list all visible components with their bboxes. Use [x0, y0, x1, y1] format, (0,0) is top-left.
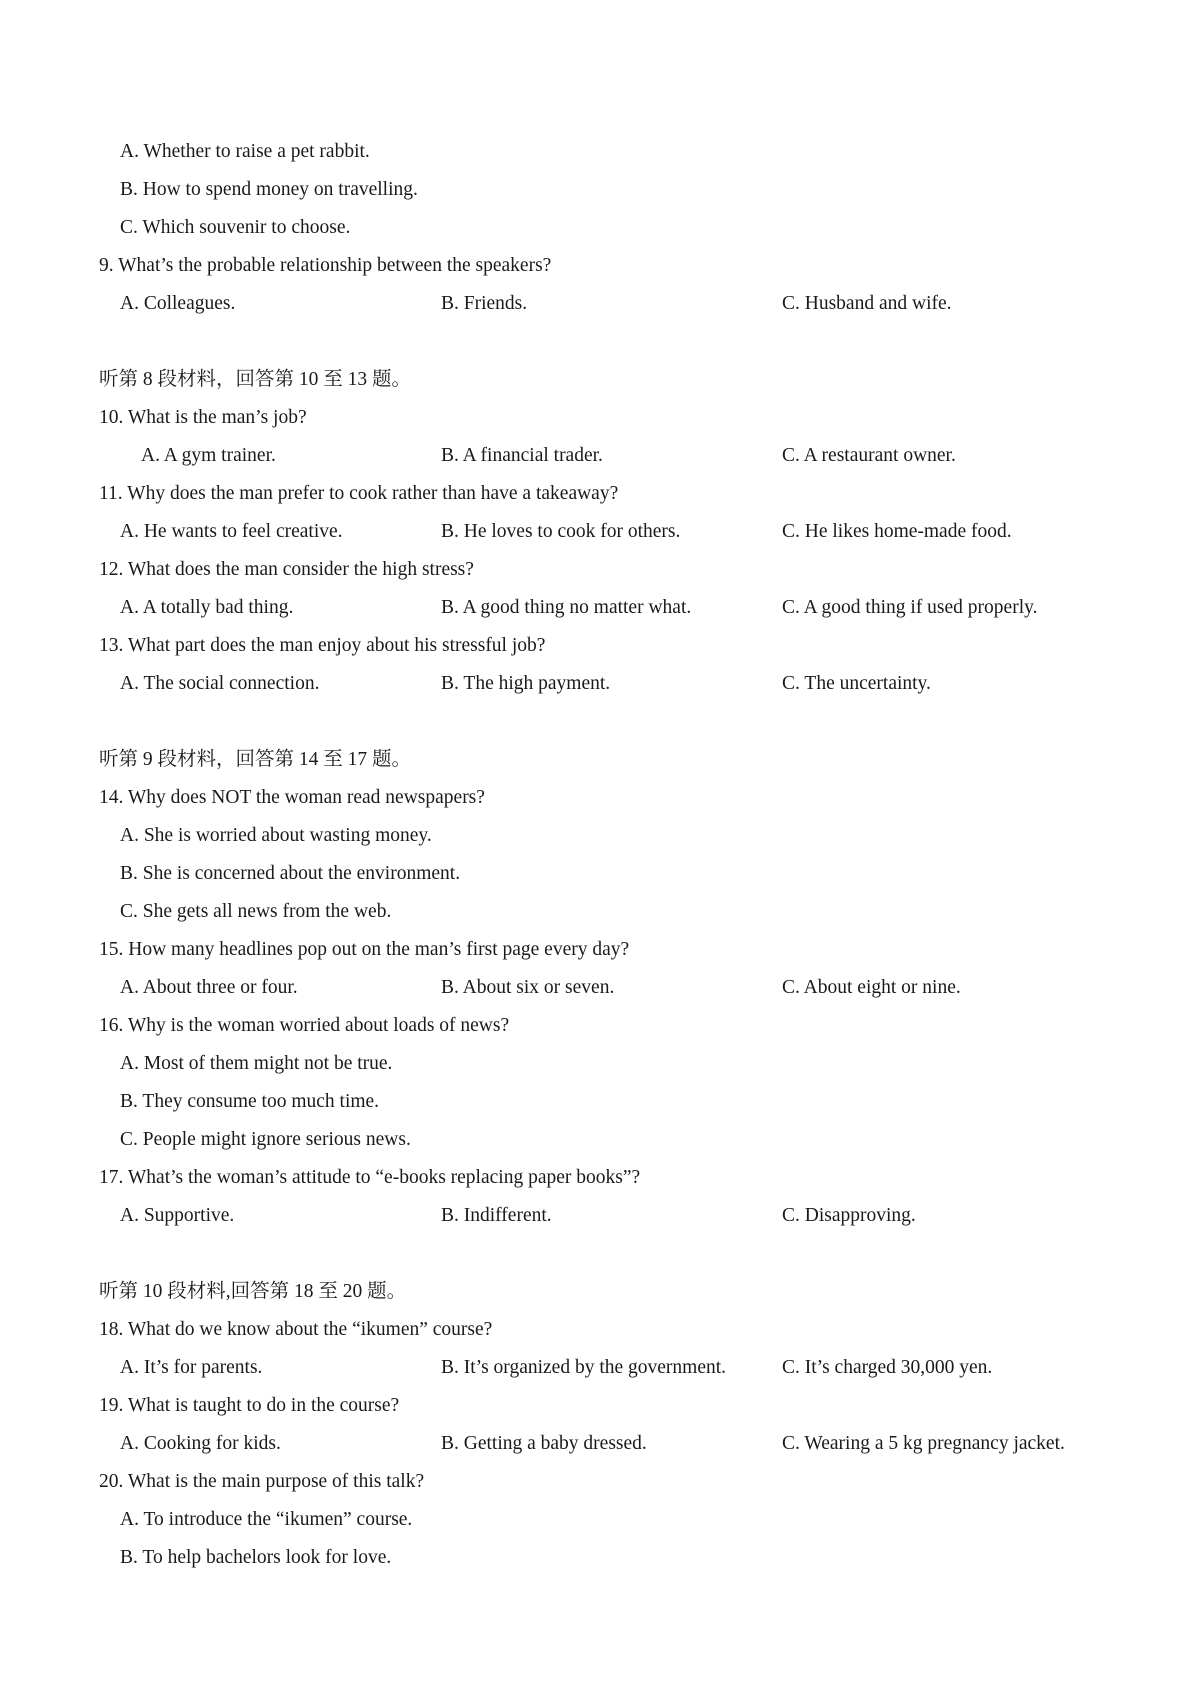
- q13-option-a: A. The social connection.: [120, 673, 320, 694]
- q10-option-a: A. A gym trainer.: [141, 445, 276, 466]
- q15-option-a: A. About three or four.: [120, 977, 298, 998]
- q16-question: 16. Why is the woman worried about loads of news?: [99, 1015, 510, 1036]
- q9-question: 9. What’s the probable relationship between the speakers?: [99, 255, 552, 276]
- q20-question: 20. What is the main purpose of this talk?: [99, 1471, 425, 1492]
- q11-question: 11. Why does the man prefer to cook rather than have a takeaway?: [99, 483, 619, 504]
- q17-option-c: C. Disapproving.: [782, 1205, 916, 1226]
- q17-option-a: A. Supportive.: [120, 1205, 235, 1226]
- q15-question: 15. How many headlines pop out on the man’s first page every day?: [99, 939, 630, 960]
- q18-option-b: B. It’s organized by the government.: [441, 1357, 727, 1378]
- q17-option-b: B. Indifferent.: [441, 1205, 552, 1226]
- q10-option-b: B. A financial trader.: [441, 445, 603, 466]
- q17-question: 17. What’s the woman’s attitude to “e-books replacing paper books”?: [99, 1167, 641, 1188]
- q19-option-c: C. Wearing a 5 kg pregnancy jacket.: [782, 1433, 1065, 1454]
- q14-option-a: A. She is worried about wasting money.: [120, 825, 432, 846]
- q12-option-b: B. A good thing no matter what.: [441, 597, 692, 618]
- q12-question: 12. What does the man consider the high stress?: [99, 559, 474, 580]
- q14-option-b: B. She is concerned about the environment.: [120, 863, 461, 884]
- q13-question: 13. What part does the man enjoy about his stressful job?: [99, 635, 546, 656]
- q16-option-b: B. They consume too much time.: [120, 1091, 380, 1112]
- q8-option-a: A. Whether to raise a pet rabbit.: [120, 141, 370, 162]
- q18-option-a: A. It’s for parents.: [120, 1357, 263, 1378]
- q13-option-b: B. The high payment.: [441, 673, 611, 694]
- q11-option-b: B. He loves to cook for others.: [441, 521, 681, 542]
- q19-option-b: B. Getting a baby dressed.: [441, 1433, 647, 1454]
- q20-option-b: B. To help bachelors look for love.: [120, 1547, 392, 1568]
- q16-option-c: C. People might ignore serious news.: [120, 1129, 411, 1150]
- q16-option-a: A. Most of them might not be true.: [120, 1053, 393, 1074]
- section-10-heading: 听第 10 段材料,回答第 18 至 20 题。: [99, 1281, 407, 1302]
- q15-option-c: C. About eight or nine.: [782, 977, 961, 998]
- q11-option-a: A. He wants to feel creative.: [120, 521, 343, 542]
- q9-option-b: B. Friends.: [441, 293, 528, 314]
- q10-question: 10. What is the man’s job?: [99, 407, 307, 428]
- q12-option-c: C. A good thing if used properly.: [782, 597, 1038, 618]
- q10-option-c: C. A restaurant owner.: [782, 445, 956, 466]
- q14-option-c: C. She gets all news from the web.: [120, 901, 392, 922]
- section-8-heading: 听第 8 段材料，回答第 10 至 13 题。: [99, 369, 412, 390]
- section-9-heading: 听第 9 段材料，回答第 14 至 17 题。: [99, 749, 412, 770]
- q19-option-a: A. Cooking for kids.: [120, 1433, 281, 1454]
- q8-option-b: B. How to spend money on travelling.: [120, 179, 418, 200]
- q18-question: 18. What do we know about the “ikumen” course?: [99, 1319, 493, 1340]
- q12-option-a: A. A totally bad thing.: [120, 597, 294, 618]
- q13-option-c: C. The uncertainty.: [782, 673, 931, 694]
- q18-option-c: C. It’s charged 30,000 yen.: [782, 1357, 993, 1378]
- q8-option-c: C. Which souvenir to choose.: [120, 217, 351, 238]
- q11-option-c: C. He likes home-made food.: [782, 521, 1012, 542]
- q14-question: 14. Why does NOT the woman read newspapers?: [99, 787, 485, 808]
- q15-option-b: B. About six or seven.: [441, 977, 615, 998]
- q9-option-a: A. Colleagues.: [120, 293, 236, 314]
- q9-option-c: C. Husband and wife.: [782, 293, 952, 314]
- q19-question: 19. What is taught to do in the course?: [99, 1395, 400, 1416]
- q20-option-a: A. To introduce the “ikumen” course.: [120, 1509, 413, 1530]
